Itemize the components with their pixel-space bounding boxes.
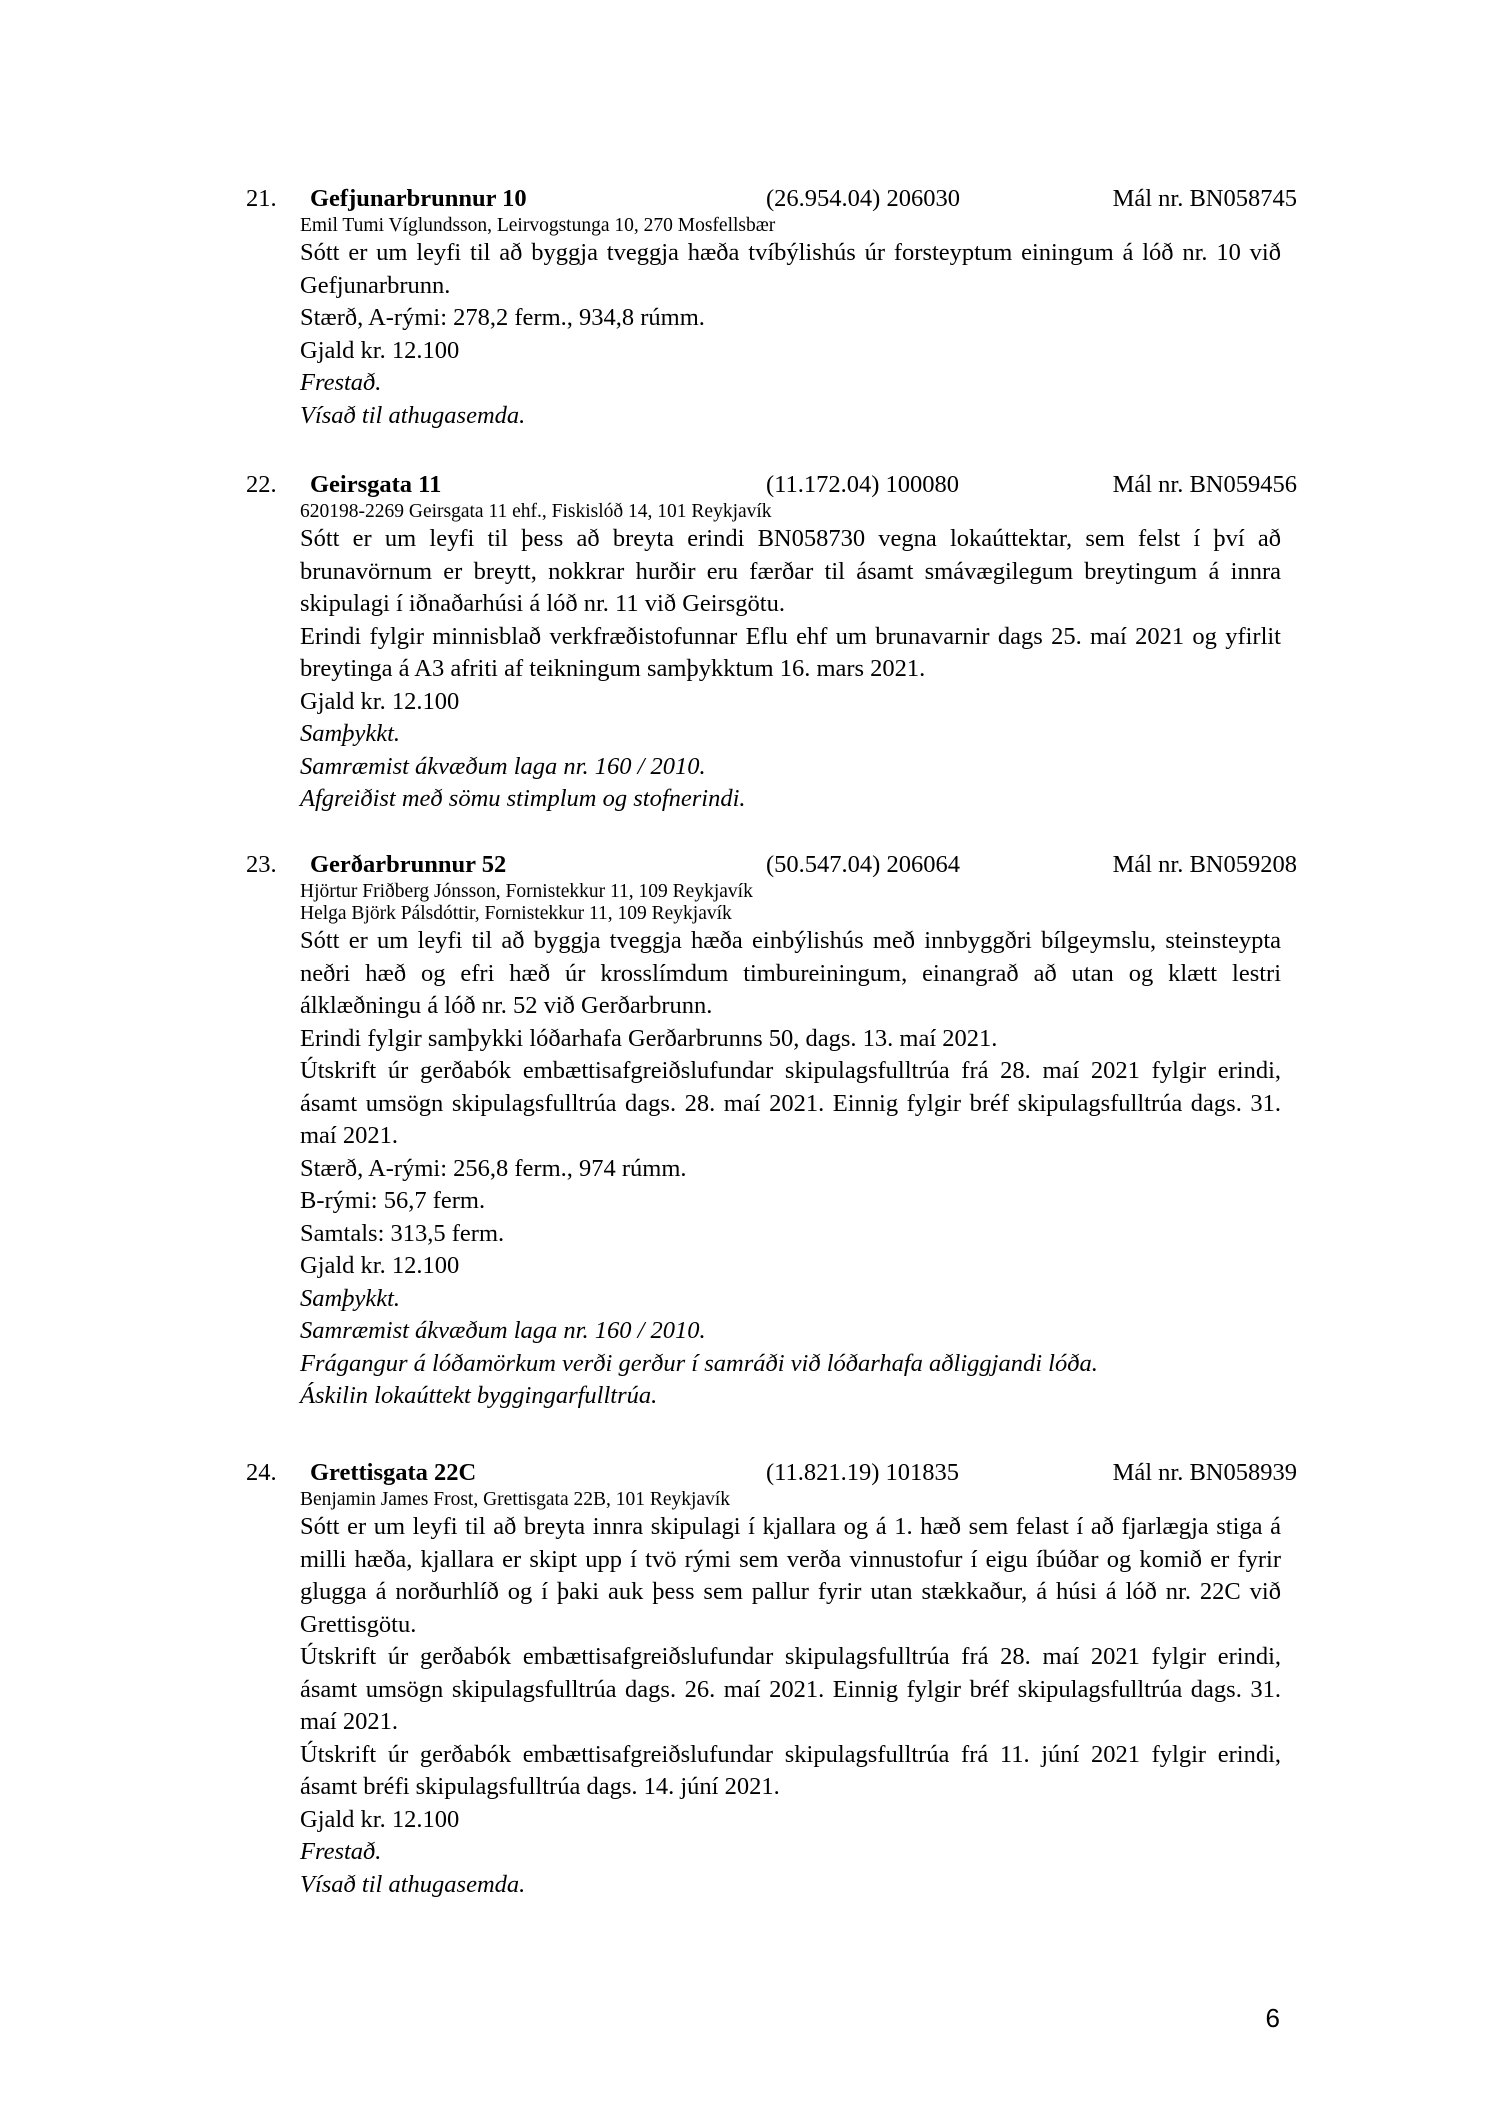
entry-21 xyxy=(0,182,1500,432)
fee: Gjald kr. 12.100 xyxy=(300,336,460,364)
attachment-note: Útskrift úr gerðabók embættisafgreiðslufundar skipulagsfulltrúa frá 28. maí 2021 fylgir erindi, ásamt umsögn skipulagsfulltrúa dags. 26. maí 2021. Einnig fylgir bréf skipulagsfulltrúa dags. 31. maí 2021. xyxy=(300,1643,1281,1735)
applicant: 620198-2269 Geirsgata 11 ehf., Fiskislóð 14, 101 Reykjavík xyxy=(300,501,772,522)
entry-address: Gerðarbrunnur 52 xyxy=(310,851,507,878)
entry-number: 22. xyxy=(246,471,277,498)
entry-land-code: (50.547.04) 206064 xyxy=(766,851,960,878)
decision: Frestað. xyxy=(300,1838,382,1865)
entry-23 xyxy=(0,848,1500,1413)
entry-number: 23. xyxy=(246,851,277,878)
decision: Samþykkt. xyxy=(300,720,400,747)
description: Sótt er um leyfi til að breyta innra skipulagi í kjallara og á 1. hæð sem felast í að fjarlægja stiga á milli hæða, kjallara er skipt upp í tvö rými sem verða vinnustofur í eigu íbúðar og komið er fyrir glugga á norðurhlíð og í þaki auk þess sem pallur fyrir utan stækkaður, á húsi á lóð nr. 22C við Grettisgötu. xyxy=(300,1513,1281,1638)
fee: Gjald kr. 12.100 xyxy=(300,687,460,715)
applicant: Hjörtur Friðberg Jónsson, Fornistekkur 11, 109 Reykjavík xyxy=(300,881,753,902)
entry-22 xyxy=(0,468,1500,816)
attachment-note: Erindi fylgir samþykki lóðarhafa Gerðarbrunns 50, dags. 13. maí 2021. xyxy=(300,1024,998,1052)
decision: Afgreiðist með sömu stimplum og stofnerindi. xyxy=(300,785,746,812)
entry-land-code: (26.954.04) 206030 xyxy=(766,185,960,212)
entry-header xyxy=(0,848,1500,881)
entry-land-code: (11.172.04) 100080 xyxy=(766,471,960,498)
attachment-note: Erindi fylgir minnisblað verkfræðistofunnar Eflu ehf um brunavarnir dags 25. maí 2021 og yfirlit breytinga á A3 afriti af teikningum samþykktum 16. mars 2021. xyxy=(300,622,1281,682)
attachment-note: Útskrift úr gerðabók embættisafgreiðslufundar skipulagsfulltrúa frá 28. maí 2021 fylgir erindi, ásamt umsögn skipulagsfulltrúa dags. 28. maí 2021. Einnig fylgir bréf skipulagsfulltrúa dags. 31. maí 2021. xyxy=(300,1057,1281,1149)
entry-case-number: Mál nr. BN059456 xyxy=(1112,471,1297,498)
decision: Frágangur á lóðamörkum verði gerður í samráði við lóðarhafa aðliggjandi lóða. xyxy=(300,1349,1098,1377)
fee: Gjald kr. 12.100 xyxy=(300,1252,460,1279)
entry-case-number: Mál nr. BN059208 xyxy=(1112,851,1297,878)
entry-address: Gefjunarbrunnur 10 xyxy=(310,185,527,212)
applicant: Benjamin James Frost, Grettisgata 22B, 101 Reykjavík xyxy=(300,1489,731,1510)
size-info: Samtals: 313,5 ferm. xyxy=(300,1219,505,1247)
size-info: Stærð, A-rými: 278,2 ferm., 934,8 rúmm. xyxy=(300,304,705,331)
size-info: B-rými: 56,7 ferm. xyxy=(300,1187,486,1214)
entry-address: Grettisgata 22C xyxy=(310,1459,477,1486)
entry-land-code: (11.821.19) 101835 xyxy=(766,1459,960,1486)
description: Sótt er um leyfi til að byggja tveggja hæða tvíbýlishús úr forsteyptum einingum á lóð nr. 10 við Gefjunarbrunn. xyxy=(300,239,1281,299)
description: Sótt er um leyfi til þess að breyta erindi BN058730 vegna lokaúttektar, sem felst í því að brunavörnum er breytt, nokkrar hurðir eru færðar til ásamt smávægilegum breytingum á innra skipulagi í iðnaðarhúsi á lóð nr. 11 við Geirsgötu. xyxy=(300,525,1281,617)
entry-header xyxy=(0,468,1500,501)
entry-number: 21. xyxy=(246,185,277,212)
decision: Samþykkt. xyxy=(300,1284,400,1312)
attachment-note: Útskrift úr gerðabók embættisafgreiðslufundar skipulagsfulltrúa frá 11. júní 2021 fylgir erindi, ásamt bréfi skipulagsfulltrúa dags. 14. júní 2021. xyxy=(300,1740,1281,1800)
entry-24 xyxy=(0,1456,1500,1901)
size-info: Stærð, A-rými: 256,8 ferm., 974 rúmm. xyxy=(300,1154,687,1182)
entry-case-number: Mál nr. BN058939 xyxy=(1112,1459,1297,1486)
description: Sótt er um leyfi til að byggja tveggja hæða einbýlishús með innbyggðri bílgeymslu, steinsteypta neðri hæð og efri hæð úr krosslímdum timbureiningum, einangrað að utan og klætt lestri álklæðningu á lóð nr. 52 við Gerðarbrunn. xyxy=(300,927,1281,1019)
page-number: 6 xyxy=(1265,2003,1280,2033)
entry-address: Geirsgata 11 xyxy=(310,471,442,498)
decision: Vísað til athugasemda. xyxy=(300,401,526,429)
decision: Samræmist ákvæðum laga nr. 160 / 2010. xyxy=(300,752,706,780)
applicant: Emil Tumi Víglundsson, Leirvogstunga 10, 270 Mosfellsbær xyxy=(300,215,776,236)
decision: Frestað. xyxy=(300,369,382,396)
applicant: Helga Björk Pálsdóttir, Fornistekkur 11, 109 Reykjavík xyxy=(300,903,732,924)
decision: Vísað til athugasemda. xyxy=(300,1870,526,1898)
entry-number: 24. xyxy=(246,1459,277,1486)
decision: Samræmist ákvæðum laga nr. 160 / 2010. xyxy=(300,1317,706,1344)
decision: Áskilin lokaúttekt byggingarfulltrúa. xyxy=(300,1382,658,1409)
entry-header xyxy=(0,182,1500,215)
entry-header xyxy=(0,1456,1500,1489)
fee: Gjald kr. 12.100 xyxy=(300,1805,460,1833)
entry-case-number: Mál nr. BN058745 xyxy=(1112,185,1297,212)
